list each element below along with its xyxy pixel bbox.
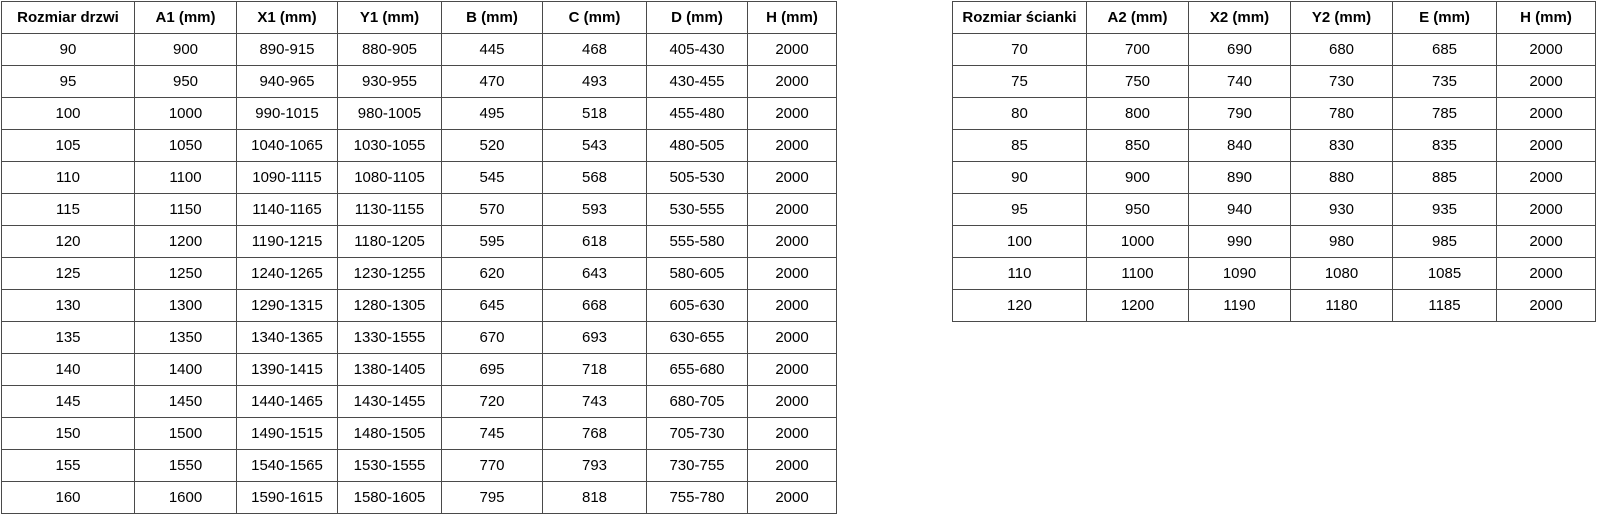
table-cell: 620	[442, 258, 543, 290]
table-cell: 1600	[135, 482, 237, 514]
table-cell: 2000	[748, 258, 837, 290]
table-cell: 743	[543, 386, 647, 418]
table-cell: 1250	[135, 258, 237, 290]
table-cell: 1480-1505	[338, 418, 442, 450]
table-cell: 2000	[748, 162, 837, 194]
table-cell: 568	[543, 162, 647, 194]
table-cell: 90	[2, 34, 135, 66]
table-cell: 1550	[135, 450, 237, 482]
table-cell: 1200	[135, 226, 237, 258]
table-cell: 985	[1393, 226, 1497, 258]
table-cell: 2000	[748, 450, 837, 482]
column-header: E (mm)	[1393, 2, 1497, 34]
table-cell: 140	[2, 354, 135, 386]
table-cell: 720	[442, 386, 543, 418]
table-cell: 730	[1291, 66, 1393, 98]
table-cell: 2000	[748, 322, 837, 354]
table-cell: 125	[2, 258, 135, 290]
table-cell: 70	[953, 34, 1087, 66]
table-cell: 680	[1291, 34, 1393, 66]
table-row	[2, 66, 837, 98]
table-cell: 2000	[748, 194, 837, 226]
table-cell: 150	[2, 418, 135, 450]
table-cell: 1390-1415	[237, 354, 338, 386]
table-cell: 80	[953, 98, 1087, 130]
table-cell: 2000	[748, 482, 837, 514]
table-cell: 800	[1087, 98, 1189, 130]
table-cell: 680-705	[647, 386, 748, 418]
table-row	[2, 162, 837, 194]
table-cell: 110	[2, 162, 135, 194]
header-row	[953, 2, 1596, 34]
table-cell: 495	[442, 98, 543, 130]
table-cell: 1050	[135, 130, 237, 162]
table-cell: 935	[1393, 194, 1497, 226]
table-row	[2, 290, 837, 322]
table-cell: 2000	[1497, 66, 1596, 98]
column-header: A2 (mm)	[1087, 2, 1189, 34]
table-cell: 795	[442, 482, 543, 514]
table-cell: 718	[543, 354, 647, 386]
table-cell: 85	[953, 130, 1087, 162]
table-cell: 890-915	[237, 34, 338, 66]
table-cell: 1190	[1189, 290, 1291, 322]
table-row	[2, 322, 837, 354]
table-cell: 2000	[1497, 290, 1596, 322]
table-cell: 1190-1215	[237, 226, 338, 258]
table-cell: 645	[442, 290, 543, 322]
table-cell: 1000	[135, 98, 237, 130]
table-cell: 668	[543, 290, 647, 322]
table-cell: 1240-1265	[237, 258, 338, 290]
table-row	[953, 226, 1596, 258]
table-cell: 750	[1087, 66, 1189, 98]
table-cell: 840	[1189, 130, 1291, 162]
table-row	[953, 162, 1596, 194]
table-cell: 2000	[748, 386, 837, 418]
table-cell: 790	[1189, 98, 1291, 130]
table-cell: 1040-1065	[237, 130, 338, 162]
table-cell: 520	[442, 130, 543, 162]
table-cell: 1140-1165	[237, 194, 338, 226]
table-cell: 2000	[1497, 258, 1596, 290]
table-row	[2, 386, 837, 418]
table-cell: 580-605	[647, 258, 748, 290]
table-cell: 1300	[135, 290, 237, 322]
table-cell: 670	[442, 322, 543, 354]
table-row	[953, 194, 1596, 226]
wall-size-table	[952, 1, 1596, 322]
table-row	[2, 194, 837, 226]
table-cell: 1080	[1291, 258, 1393, 290]
door-size-table	[1, 1, 837, 514]
table-cell: 1100	[135, 162, 237, 194]
table-cell: 1080-1105	[338, 162, 442, 194]
table-cell: 100	[953, 226, 1087, 258]
table-cell: 745	[442, 418, 543, 450]
table-cell: 900	[135, 34, 237, 66]
table-row	[2, 418, 837, 450]
table-cell: 700	[1087, 34, 1189, 66]
table-cell: 755-780	[647, 482, 748, 514]
table-cell: 593	[543, 194, 647, 226]
table-cell: 1290-1315	[237, 290, 338, 322]
table-cell: 2000	[748, 130, 837, 162]
table-cell: 1150	[135, 194, 237, 226]
table-cell: 135	[2, 322, 135, 354]
table-cell: 1000	[1087, 226, 1189, 258]
table-cell: 75	[953, 66, 1087, 98]
table-cell: 95	[2, 66, 135, 98]
column-header: A1 (mm)	[135, 2, 237, 34]
table-row	[953, 130, 1596, 162]
table-row	[2, 130, 837, 162]
table-cell: 2000	[748, 98, 837, 130]
table-cell: 468	[543, 34, 647, 66]
table-cell: 890	[1189, 162, 1291, 194]
table-cell: 980	[1291, 226, 1393, 258]
table-cell: 1200	[1087, 290, 1189, 322]
column-header: D (mm)	[647, 2, 748, 34]
table-cell: 605-630	[647, 290, 748, 322]
table-cell: 693	[543, 322, 647, 354]
table-cell: 818	[543, 482, 647, 514]
table-row	[953, 34, 1596, 66]
column-header: X1 (mm)	[237, 2, 338, 34]
table-cell: 940	[1189, 194, 1291, 226]
table-cell: 115	[2, 194, 135, 226]
table-row	[2, 34, 837, 66]
table-cell: 2000	[1497, 162, 1596, 194]
table-cell: 155	[2, 450, 135, 482]
table-cell: 1490-1515	[237, 418, 338, 450]
table-cell: 885	[1393, 162, 1497, 194]
table-cell: 768	[543, 418, 647, 450]
table-cell: 480-505	[647, 130, 748, 162]
table-cell: 493	[543, 66, 647, 98]
table-cell: 1090	[1189, 258, 1291, 290]
table-cell: 2000	[748, 226, 837, 258]
column-header: Y1 (mm)	[338, 2, 442, 34]
table-cell: 1440-1465	[237, 386, 338, 418]
table-cell: 505-530	[647, 162, 748, 194]
table-cell: 2000	[1497, 130, 1596, 162]
table-cell: 690	[1189, 34, 1291, 66]
table-cell: 930-955	[338, 66, 442, 98]
table-cell: 785	[1393, 98, 1497, 130]
table-cell: 530-555	[647, 194, 748, 226]
table-cell: 2000	[1497, 194, 1596, 226]
table-cell: 940-965	[237, 66, 338, 98]
table-cell: 830	[1291, 130, 1393, 162]
table-cell: 95	[953, 194, 1087, 226]
table-cell: 900	[1087, 162, 1189, 194]
table-row	[2, 482, 837, 514]
table-cell: 430-455	[647, 66, 748, 98]
table-cell: 705-730	[647, 418, 748, 450]
table-cell: 950	[135, 66, 237, 98]
table-cell: 1100	[1087, 258, 1189, 290]
table-cell: 850	[1087, 130, 1189, 162]
table-row	[953, 290, 1596, 322]
table-cell: 1590-1615	[237, 482, 338, 514]
table-cell: 695	[442, 354, 543, 386]
column-header: Rozmiar ścianki	[953, 2, 1087, 34]
table-cell: 1430-1455	[338, 386, 442, 418]
table-cell: 990-1015	[237, 98, 338, 130]
table-cell: 1180-1205	[338, 226, 442, 258]
table-cell: 1530-1555	[338, 450, 442, 482]
table-cell: 1090-1115	[237, 162, 338, 194]
table-cell: 570	[442, 194, 543, 226]
table-cell: 685	[1393, 34, 1497, 66]
table-cell: 160	[2, 482, 135, 514]
column-header: X2 (mm)	[1189, 2, 1291, 34]
table-row	[2, 450, 837, 482]
table-cell: 1340-1365	[237, 322, 338, 354]
table-cell: 1280-1305	[338, 290, 442, 322]
table-cell: 405-430	[647, 34, 748, 66]
column-header: C (mm)	[543, 2, 647, 34]
table-cell: 120	[2, 226, 135, 258]
table-cell: 835	[1393, 130, 1497, 162]
table-cell: 518	[543, 98, 647, 130]
table-cell: 730-755	[647, 450, 748, 482]
table-cell: 130	[2, 290, 135, 322]
table-cell: 470	[442, 66, 543, 98]
table-cell: 1330-1555	[338, 322, 442, 354]
table-cell: 2000	[1497, 226, 1596, 258]
table-cell: 1580-1605	[338, 482, 442, 514]
table-cell: 1400	[135, 354, 237, 386]
table-cell: 1500	[135, 418, 237, 450]
table-cell: 2000	[748, 418, 837, 450]
table-row	[953, 98, 1596, 130]
table-cell: 880-905	[338, 34, 442, 66]
table-cell: 793	[543, 450, 647, 482]
table-cell: 545	[442, 162, 543, 194]
table-cell: 100	[2, 98, 135, 130]
table-cell: 445	[442, 34, 543, 66]
table-cell: 1230-1255	[338, 258, 442, 290]
table-row	[2, 258, 837, 290]
table-cell: 1380-1405	[338, 354, 442, 386]
table-cell: 1030-1055	[338, 130, 442, 162]
table-cell: 990	[1189, 226, 1291, 258]
table-cell: 1180	[1291, 290, 1393, 322]
table-cell: 105	[2, 130, 135, 162]
table-cell: 980-1005	[338, 98, 442, 130]
table-cell: 2000	[1497, 98, 1596, 130]
column-header: H (mm)	[748, 2, 837, 34]
table-cell: 880	[1291, 162, 1393, 194]
table-cell: 1185	[1393, 290, 1497, 322]
table-cell: 2000	[748, 290, 837, 322]
table-cell: 543	[543, 130, 647, 162]
table-row	[2, 354, 837, 386]
column-header: H (mm)	[1497, 2, 1596, 34]
table-cell: 555-580	[647, 226, 748, 258]
table-cell: 145	[2, 386, 135, 418]
table-cell: 1450	[135, 386, 237, 418]
table-cell: 1130-1155	[338, 194, 442, 226]
table-cell: 2000	[748, 34, 837, 66]
table-cell: 2000	[1497, 34, 1596, 66]
table-cell: 643	[543, 258, 647, 290]
table-row	[2, 98, 837, 130]
table-cell: 1085	[1393, 258, 1497, 290]
table-row	[953, 66, 1596, 98]
table-cell: 120	[953, 290, 1087, 322]
table-row	[2, 226, 837, 258]
column-header: Rozmiar drzwi	[2, 2, 135, 34]
table-cell: 630-655	[647, 322, 748, 354]
table-cell: 1540-1565	[237, 450, 338, 482]
header-row	[2, 2, 837, 34]
table-cell: 740	[1189, 66, 1291, 98]
table-cell: 950	[1087, 194, 1189, 226]
table-cell: 2000	[748, 354, 837, 386]
table-cell: 735	[1393, 66, 1497, 98]
column-header: Y2 (mm)	[1291, 2, 1393, 34]
table-cell: 455-480	[647, 98, 748, 130]
table-cell: 930	[1291, 194, 1393, 226]
table-cell: 90	[953, 162, 1087, 194]
table-cell: 618	[543, 226, 647, 258]
table-cell: 110	[953, 258, 1087, 290]
column-header: B (mm)	[442, 2, 543, 34]
table-cell: 2000	[748, 66, 837, 98]
table-cell: 595	[442, 226, 543, 258]
table-cell: 770	[442, 450, 543, 482]
table-cell: 1350	[135, 322, 237, 354]
table-cell: 655-680	[647, 354, 748, 386]
table-row	[953, 258, 1596, 290]
table-cell: 780	[1291, 98, 1393, 130]
